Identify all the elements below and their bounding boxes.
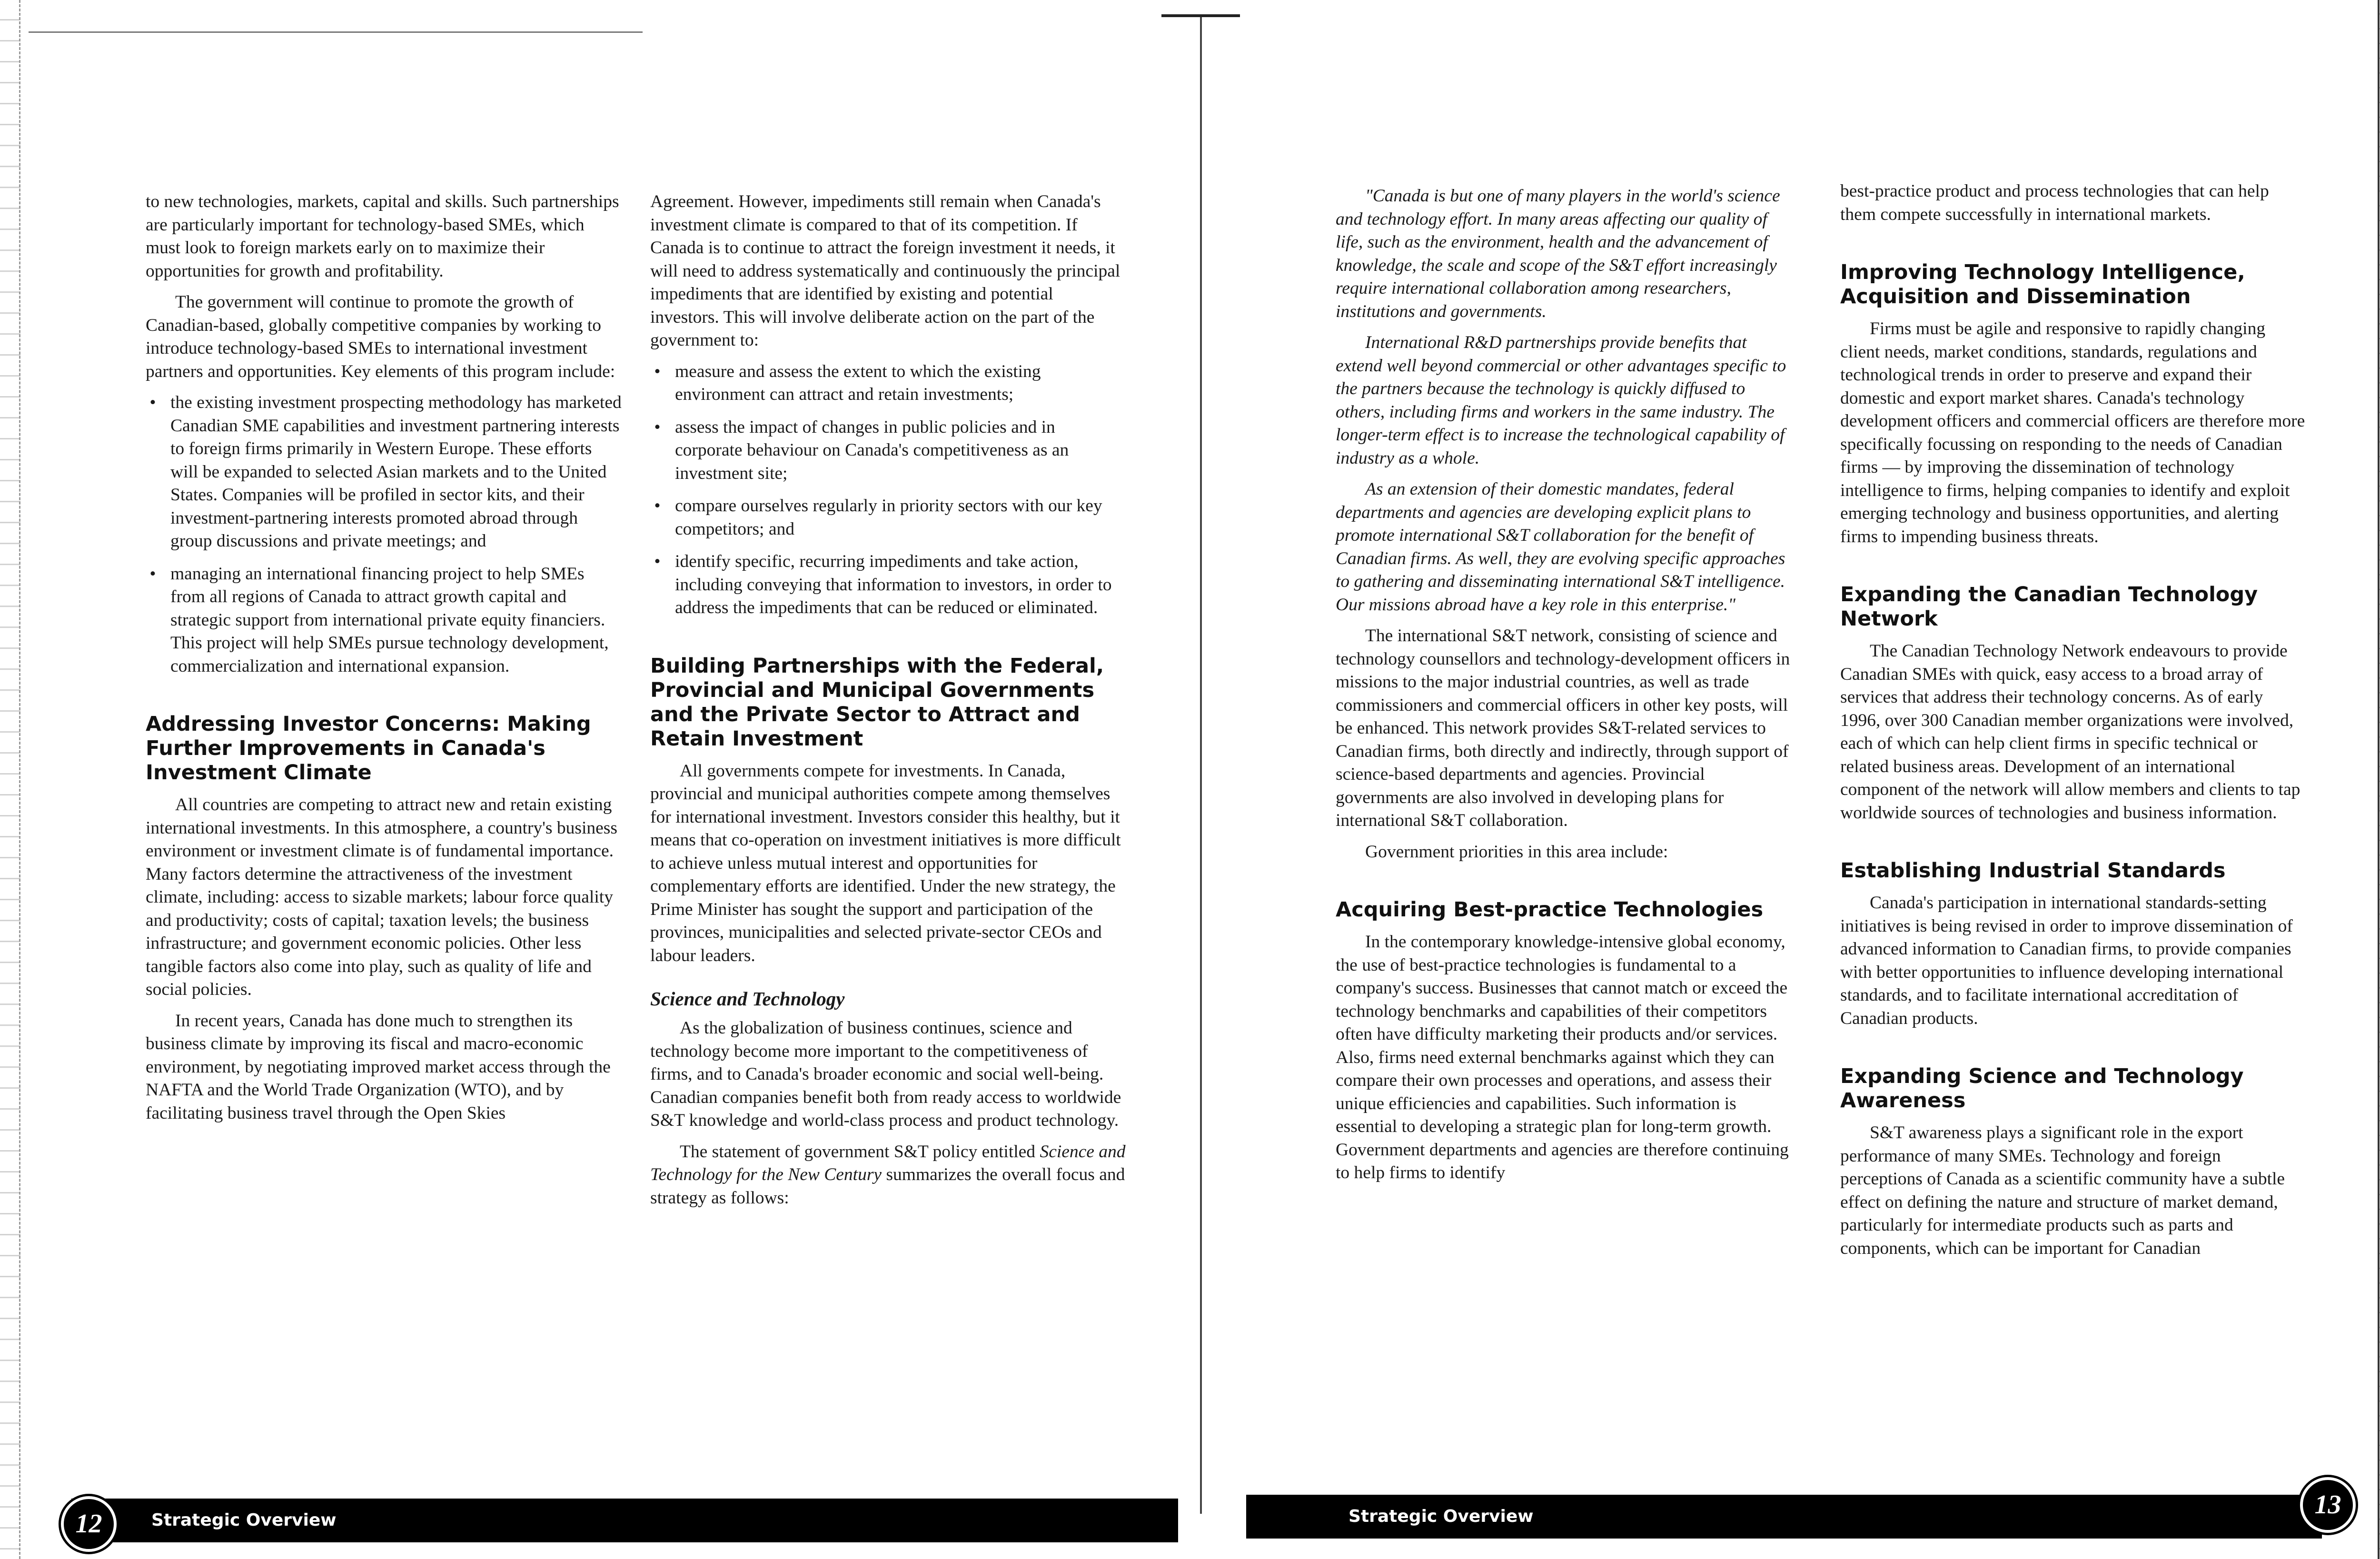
list-item: • assess the impact of changes in public policies and in corporate behaviour on Canada's competitiveness as an investment site;	[650, 416, 1126, 486]
paragraph: best-practice product and process technologies that can help them compete successfully in international markets.	[1840, 181, 2269, 224]
bullet-list	[650, 360, 1126, 620]
list-item: • compare ourselves regularly in priority sectors with our key competitors; and	[650, 495, 1126, 541]
bullet-list	[146, 391, 622, 678]
bullet-icon: •	[149, 393, 156, 412]
bullet-icon: •	[654, 496, 661, 516]
list-item: • managing an international financing project to help SMEs from all regions of Canada to attract growth capital and strategic support from international private equity financiers. This project will help SMEs pursue technology development, commercialization and international expansion.	[146, 563, 622, 678]
paragraph: Canada's participation in international standards-setting initiatives is being revised in order to improve dissemination of advanced information to Canadian firms, to provide companies with better opportunities to influence developing international standards, and to facilitate international accreditation of Canadian products.	[1840, 893, 2293, 1028]
list-item: • identify specific, recurring impediments and take action, including conveying that information to investors, in order to address the impediments that can be reduced or eliminated.	[650, 550, 1126, 620]
footer-title: Strategic Overview	[1349, 1507, 1534, 1526]
paragraph: S&T awareness plays a significant role in the export performance of many SMEs. Technology and foreign perceptions of Canada as a scientific community have a subtle effect on defining the nature and structure of market demand, particularly for intermediate products such as parts and components, which can be important for Canadian	[1840, 1123, 2285, 1258]
subsection-heading: Science and Technology	[650, 988, 845, 1010]
section-heading: Improving Technology Intelligence, Acquisition and Dissemination	[1840, 260, 2245, 308]
paragraph: The statement of government S&T policy entitled Science and Technology for the New Century summarizes the overall focus and strategy as follows:	[650, 1142, 1126, 1208]
paragraph: All countries are competing to attract new and retain existing international investments. In this atmosphere, a country's business environment or investment climate is of fundamental importance. Many factors determine the attractiveness of the investment climate, including: access to sizable markets; labour force quality and productivity; costs of capital; taxation levels; the business infrastructure; and government economic policies. Other less tangible factors also come into play, such as quality of life and social policies.	[146, 795, 617, 999]
page-number-right: 13	[2300, 1477, 2356, 1533]
column-3	[1336, 185, 1793, 1193]
center-gutter-tick	[1161, 14, 1240, 17]
paragraph: The international S&T network, consisting of science and technology counsellors and technology-development officers in missions to the major industrial countries, as well as trade commissioners and commercial officers in other key posts, will be enhanced. This network provides S&T-related services to Canadian firms, both directly and indirectly, through support of science-based departments and agencies. Provincial governments are also involved in developing plans for international S&T collaboration.	[1336, 626, 1790, 830]
paragraph: Agreement. However, impediments still remain when Canada's investment climate is compared to that of its competition. If Canada is to continue to attract the foreign investment it needs, it will need to address systematically and continuously the principal impediments that are identified by existing and potential investors. This will involve deliberate action on the part of the government to:	[650, 192, 1121, 350]
column-4	[1840, 180, 2307, 1268]
section-heading: Acquiring Best-practice Technologies	[1336, 898, 1764, 922]
paragraph: to new technologies, markets, capital and skills. Such partnerships are particularly important for technology-based SMEs, which must look to foreign markets early on to maximize their opportunities for growth and profitability.	[146, 192, 619, 281]
paragraph: All governments compete for investments. In Canada, provincial and municipal authorities compete among themselves for international investment. Investors consider this healthy, but it means that co-operation on investment initiatives is more difficult to achieve unless mutual interest and opportunities for complementary efforts are identified. Under the new strategy, the Prime Minister has sought the support and participation of the provinces, municipalities and selected private-sector CEOs and labour leaders.	[650, 761, 1121, 965]
policy-title: Science and Technology for the New Century	[650, 1142, 1126, 1184]
section-heading: Expanding the Canadian Technology Network	[1840, 583, 2258, 631]
bullet-icon: •	[654, 417, 661, 437]
bullet-icon: •	[149, 564, 156, 584]
paragraph: Government priorities in this area include:	[1365, 842, 1668, 862]
center-gutter-line	[1200, 14, 1202, 1514]
quotation: International R&D partnerships provide benefits that extend well beyond commercial or other advantages specific to the partners because the technology is quickly diffused to others, including firms and workers in the same industry. The longer-term effect is to increase the technological capability of industry as a whole.	[1336, 333, 1786, 468]
column-1	[146, 190, 622, 1133]
quotation: As an extension of their domestic mandates, federal departments and agencies are developing explicit plans to promote international S&T collaboration for the benefit of Canadian firms. As well, they are evolving specific approaches to gathering and disseminating international S&T intelligence. Our missions abroad have a key role in this enterprise."	[1336, 479, 1785, 615]
section-heading: Establishing Industrial Standards	[1840, 859, 2226, 883]
paragraph: Firms must be agile and responsive to rapidly changing client needs, market conditions, standards, regulations and technological trends in order to preserve and expand their domestic and export market shares. Canada's technology development officers and commercial officers are therefore more specifically focussing on responding to the needs of Canadian firms — by improving the dissemination of technology intelligence to firms, helping companies to identify and exploit emerging technology and business opportunities, and alerting firms to impending business threats.	[1840, 319, 2305, 546]
paragraph: In recent years, Canada has done much to strengthen its business climate by improving its fiscal and macro-economic environment, by negotiating improved market access through the NAFTA and the World Trade Organization (WTO), and by facilitating business travel through the Open Skies	[146, 1011, 611, 1123]
column-2	[650, 190, 1126, 1218]
footer-bar-left	[71, 1499, 1178, 1542]
section-heading: Building Partnerships with the Federal, Provincial and Municipal Governments and the Private Sector to Attract and Retain Investment	[650, 654, 1104, 751]
footer-bar-right	[1246, 1495, 2322, 1539]
list-item: • the existing investment prospecting methodology has marketed Canadian SME capabilities and investment partnering interests to foreign firms primarily in Western Europe. These efforts will be expanded to selected Asian markets and to the United States. Companies will be profiled in sector kits, and their investment-partnering interests promoted abroad through group discussions and private meetings; and	[146, 391, 622, 553]
bullet-icon: •	[654, 552, 661, 571]
top-scan-rule-left	[29, 31, 643, 33]
page-number-left: 12	[61, 1496, 117, 1552]
paragraph: In the contemporary knowledge-intensive global economy, the use of best-practice technologies is fundamental to a company's success. Businesses that cannot match or exceed the technology benchmarks and capabilities of their competitors often have difficulty marketing their products and/or services. Also, firms need external benchmarks against which they can compare their own processes and operations, and assess their unique efficiencies and capabilities. Such information is essential to developing a strategic plan for long-term growth. Government departments and agencies are therefore continuing to help firms to identify	[1336, 932, 1789, 1182]
footer-title: Strategic Overview	[151, 1510, 337, 1530]
section-heading: Expanding Science and Technology Awareness	[1840, 1064, 2244, 1112]
left-binding-edge	[0, 0, 20, 1559]
list-item: • measure and assess the extent to which the existing environment can attract and retain investments;	[650, 360, 1126, 407]
bullet-icon: •	[654, 361, 661, 381]
paragraph: As the globalization of business continues, science and technology become more important to the competitiveness of firms, and to Canada's broader economic and social well-being. Canadian companies benefit both from ready access to worldwide S&T knowledge and world-class process and product technology.	[650, 1018, 1121, 1130]
right-binding-edge	[2378, 0, 2380, 1559]
section-heading: Addressing Investor Concerns: Making Further Improvements in Canada's Investment Climate	[146, 712, 591, 784]
paragraph: The government will continue to promote the growth of Canadian-based, globally competitive companies by working to introduce technology-based SMEs to international investment partners and opportunities. Key elements of this program include:	[146, 292, 615, 381]
paragraph: The Canadian Technology Network endeavours to provide Canadian SMEs with quick, easy access to a broad array of services that address their technology concerns. As of early 1996, over 300 Canadian member organizations were involved, each of which can help client firms in specific technical or related business areas. Development of an international component of the network will allow members and clients to tap worldwide sources of technologies and business information.	[1840, 641, 2301, 823]
quotation: "Canada is but one of many players in the world's science and technology effort. In many areas affecting our quality of life, such as the environment, health and the advancement of knowledge, the scale and scope of the S&T effort increasingly require international collaboration among researchers, institutions and governments.	[1336, 186, 1780, 321]
